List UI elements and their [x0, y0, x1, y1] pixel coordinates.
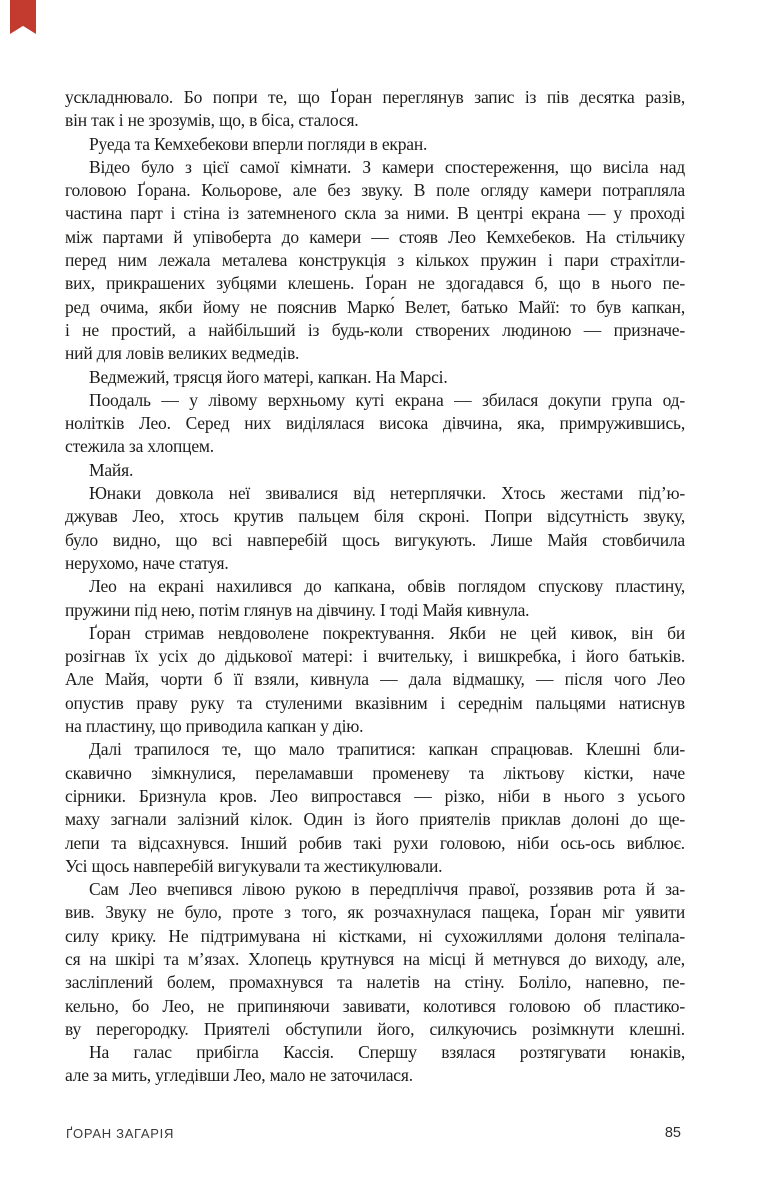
text-line: розігнав їх усіх до дідькової матері: і вчительку, і вишкребка, і його батьків.: [65, 646, 685, 667]
text-line: ний для ловів великих ведмедів.: [65, 343, 300, 364]
text-line: Сам Лео вчепився лівою рукою в передпліччя правої, роззявив рота й за-: [89, 879, 685, 900]
text-line: Відео було з цієї самої кімнати. З камери спостереження, що висіла над: [89, 156, 685, 177]
text-line: Усі щось навперебій вигукували та жестикулювали.: [65, 855, 443, 876]
text-line: нолітків Лео. Серед них виділялася висока дівчина, яка, примружившись,: [65, 413, 685, 434]
text-line: ускладнювало. Бо попри те, що Ґоран переглянув запис із пів десятка разів,: [65, 87, 685, 107]
text-line: Ведмежий, трясця його матері, капкан. На Марсі.: [89, 366, 448, 387]
text-line: скавично зімкнулися, переламавши променеву та ліктьову кістки, наче: [65, 762, 685, 783]
page-text: [65, 86, 685, 1088]
text-line: лепи та відсахнувся. Інший робив такі рухи головою, ніби ось-ось виблює.: [65, 832, 685, 853]
text-line: Юнаки довкола неї звивалися від нетерплячки. Хтось жестами під’ю-: [89, 483, 685, 504]
text-line: він так і не зрозумів, що, в біса, сталося.: [65, 110, 359, 131]
running-footer-title: ҐОРАН ЗАГАРІЯ: [66, 1126, 175, 1141]
text-line: На галас прибігла Кассія. Спершу взялася розтягувати юнаків,: [89, 1042, 685, 1063]
text-line: Далі трапилося те, що мало трапитися: капкан спрацював. Клешні бли-: [89, 739, 685, 760]
text-line: Але Майя, чорти б її взяли, кивнула — дала відмашку, — після чого Лео: [65, 669, 685, 690]
page-number: 85: [664, 1125, 681, 1141]
text-line: опустив праву руку та стуленими вказівним і середнім пальцями натиснув: [65, 692, 685, 713]
text-line: нерухомо, наче статуя.: [65, 552, 229, 573]
text-line: Майя.: [89, 459, 134, 480]
text-line: джував Лео, хтось крутив пальцем біля скроні. Попри відсутність звуку,: [65, 506, 685, 527]
text-line: але за мить, угледівши Лео, мало не заточилася.: [65, 1065, 413, 1086]
text-line: на пластину, що приводила капкан у дію.: [65, 716, 364, 737]
text-line: маху загнали залізний кілок. Один із його приятелів приклав долоні до ще-: [65, 809, 685, 830]
text-line: частина парт і стіна із затемненого скла за ними. В центрі екрана — у проході: [65, 203, 685, 224]
text-line: вих, прикрашених зубцями клешень. Ґоран не здогадався б, що в нього пе-: [65, 273, 685, 294]
text-line: Лео на екрані нахилився до капкана, обвів поглядом спускову пластину,: [89, 576, 685, 597]
text-line: засліплений болем, промахнувся та налетів на стіну. Боліло, напевно, пе-: [65, 972, 685, 993]
text-line: пружини під нею, потім глянув на дівчину. І тоді Майя кивнула.: [65, 599, 530, 620]
text-line: ву перегородку. Приятелі обступили його, силкуючись розімкнути клешні.: [65, 1018, 685, 1039]
text-line: стежила за хлопцем.: [65, 436, 214, 457]
bookmark-ribbon-icon[interactable]: [10, 0, 36, 34]
text-line: сірники. Бризнула кров. Лео випростався — різко, ніби в нього з усього: [65, 785, 685, 806]
text-line: і не простий, а найбільший із будь-коли створених людиною — призначе-: [65, 319, 685, 340]
text-line: між партами й упівоберта до камери — стояв Лео Кемхебеков. На стільчику: [65, 226, 685, 247]
text-line: силу крику. Не підтримувана ні кістками, ні сухожиллями долоня теліпала-: [65, 925, 685, 946]
text-line: головою Ґорана. Кольорове, але без звуку. В поле огляду камери потрапляла: [65, 180, 685, 201]
text-line: перед ним лежала металева конструкція з кількох пружин і пари страхітли-: [65, 250, 685, 271]
text-line: Руеда та Кемхебекови вперли погляди в екран.: [89, 133, 428, 154]
text-line: Ґоран стримав невдоволене покректування. Якби не цей кивок, він би: [89, 622, 685, 643]
text-line: ред очима, якби йому не пояснив Марко́ Велет, батько Майї: то був капкан,: [65, 296, 685, 317]
text-line: ся на шкірі та м’язах. Хлопець крутнувся на місці й метнувся до виходу, але,: [65, 948, 685, 969]
text-line: Поодаль — у лівому верхньому куті екрана — збилася докупи група од-: [89, 389, 685, 410]
text-line: кельно, бо Лео, не припиняючи завивати, колотився головою об пластико-: [65, 995, 685, 1016]
text-line: було видно, що всі навперебій щось вигукують. Лише Майя стовбичила: [65, 529, 685, 550]
text-line: вив. Звуку не було, проте з того, як розчахнулася пащека, Ґоран міг уявити: [65, 902, 685, 923]
